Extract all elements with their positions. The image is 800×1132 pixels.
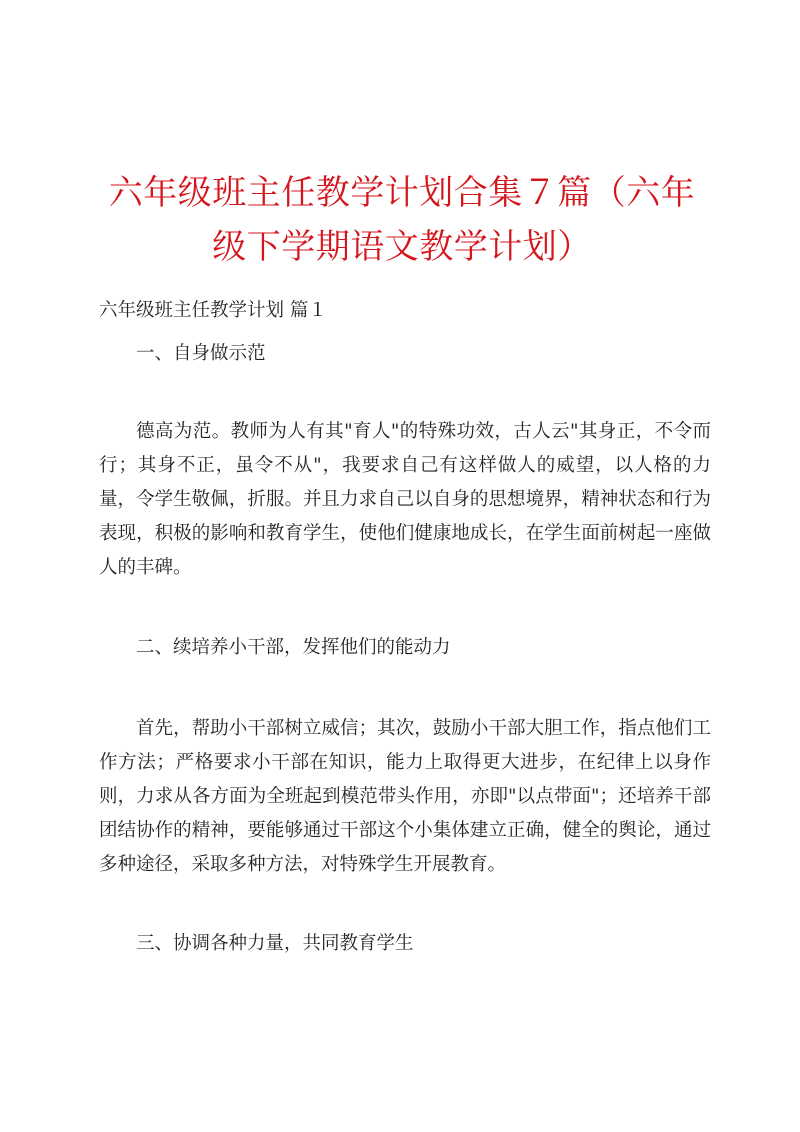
heading-3: 三、协调各种力量，共同教育学生 (136, 933, 414, 954)
paragraph-2: 首先，帮助小干部树立威信；其次，鼓励小干部大胆工作，指点他们工作方法；严格要求小干部在知识，能力上取得更大进步，在纪律上以身作则，力求从各方面为全班起到模范带头作用，亦即"以点带面"；还培养干部团结协作的精神，要能够通过干部这个小集体建立正确，健全的舆论，通过多种途径，采取多种方法，对特殊学生开展教育。 (99, 718, 711, 875)
document-title: 六年级班主任教学计划合集７篇（六年级下学期语文教学计划） (108, 173, 696, 267)
heading-1: 一、自身做示范 (136, 343, 266, 364)
heading-2: 二、续培养小干部，发挥他们的能动力 (136, 637, 451, 658)
paragraph-1: 德高为范。教师为人有其"育人"的特殊功效，古人云"其身正，不令而行；其身不正，虽令不从"，我要求自己有这样做人的威望，以人格的力量，令学生敬佩，折服。并且力求自己以自身的思想境界，精神状态和行为表现，积极的影响和教育学生，使他们健康地成长，在学生面前树起一座做人的丰碑。 (99, 421, 711, 578)
section-title: 六年级班主任教学计划 篇１ (99, 300, 327, 321)
